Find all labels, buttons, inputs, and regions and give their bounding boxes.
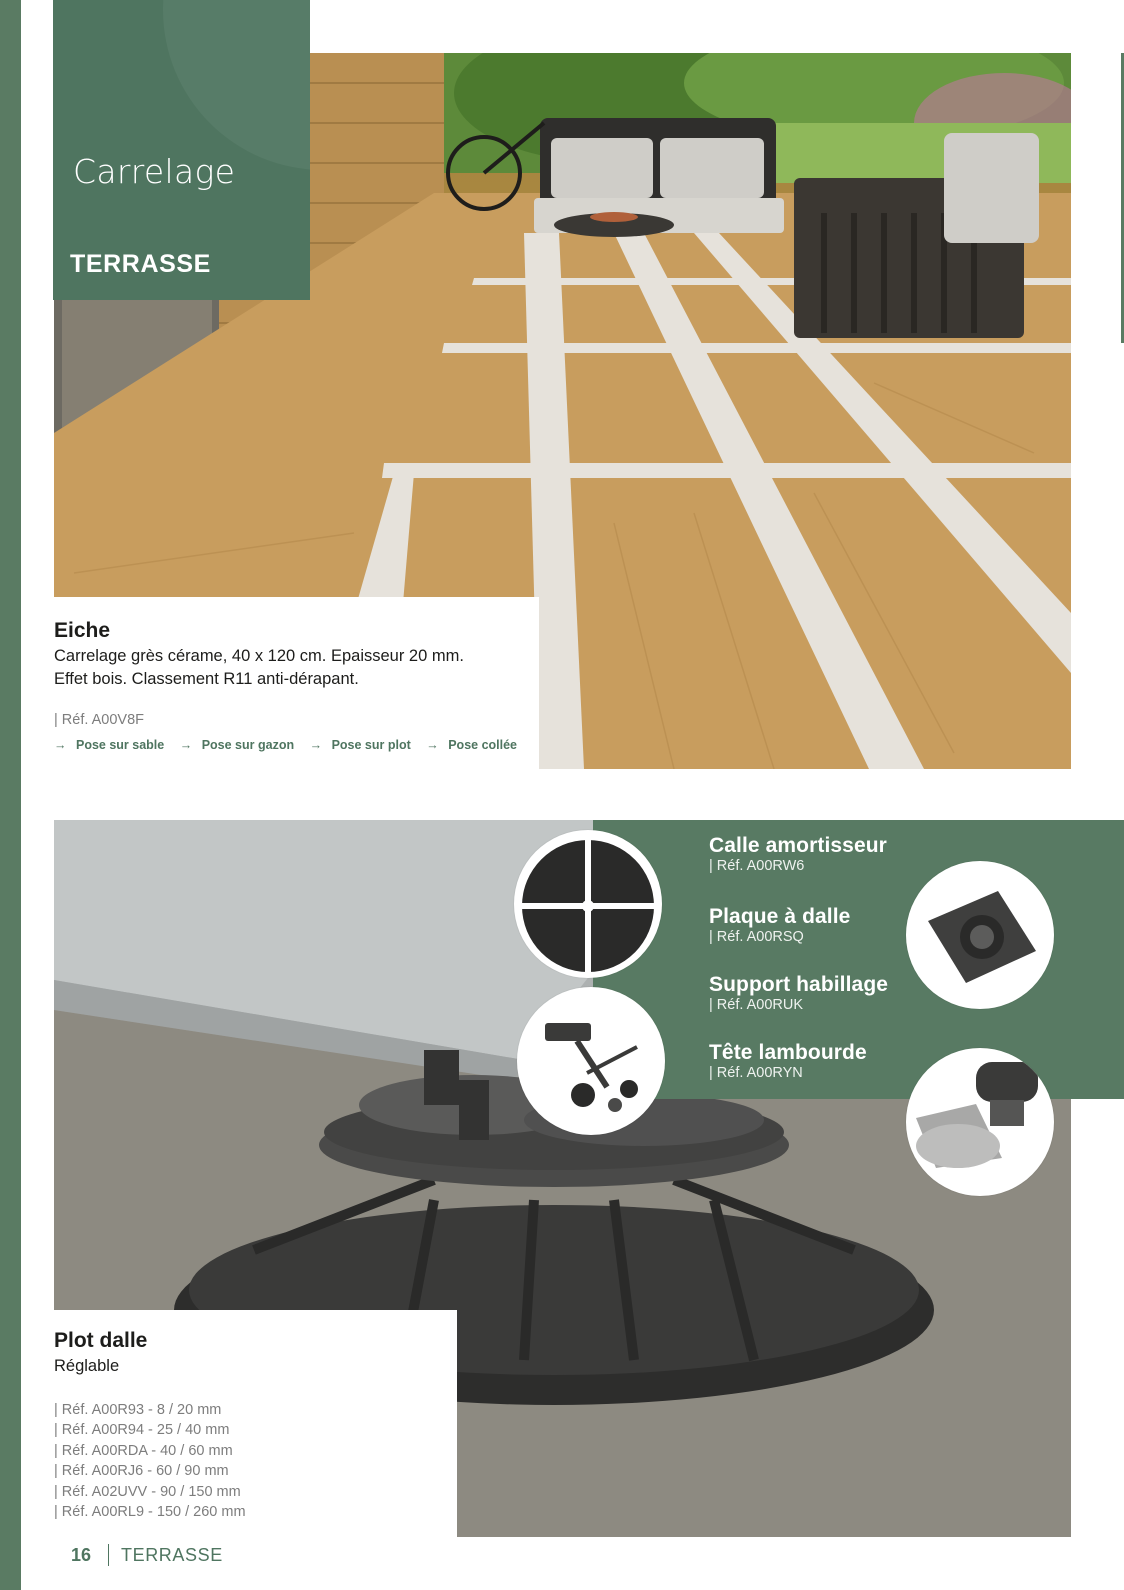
arrow-icon: →	[426, 738, 439, 752]
accessory-tete	[709, 1041, 867, 1081]
decorative-arc	[163, 0, 310, 170]
description-line-1: Carrelage grès cérame, 40 x 120 cm. Epaisseur 20 mm.	[54, 647, 464, 665]
ref-list	[54, 1400, 246, 1522]
ref-item: | Réf. A00RJ6 - 60 / 90 mm	[54, 1463, 229, 1480]
product-subtitle: Réglable	[54, 1357, 120, 1375]
pose-methods	[54, 738, 529, 752]
category-title: Carrelage	[73, 152, 236, 191]
arrow-icon: →	[54, 738, 67, 752]
accessory-ref: | Réf. A00RW6	[709, 858, 805, 874]
description-line-2: Effet bois. Classement R11 anti-dérapant.	[54, 670, 359, 688]
plot-dalle-caption	[21, 1310, 457, 1550]
ref-item: | Réf. A00RL9 - 150 / 260 mm	[54, 1504, 246, 1521]
cladding-support-icon	[517, 987, 665, 1135]
section-title: TERRASSE	[70, 250, 211, 278]
ref-item: | Réf. A00R93 - 8 / 20 mm	[54, 1402, 222, 1418]
product-ref: | Réf. A00V8F	[54, 712, 145, 728]
footer-section: TERRASSE	[121, 1545, 223, 1565]
accessory-ref: | Réf. A00RSQ	[709, 929, 804, 945]
eiche-caption	[21, 597, 539, 772]
accessory-calle	[709, 834, 887, 874]
product-description	[54, 645, 539, 691]
accessory-name: Support habillage	[709, 973, 889, 996]
pose-item: → Pose sur plot	[309, 738, 411, 752]
accessory-name: Plaque à dalle	[709, 905, 851, 928]
shim-pad-icon	[514, 830, 662, 978]
category-title-box	[53, 0, 310, 300]
accessory-support	[709, 973, 888, 1013]
product-name: Plot dalle	[54, 1329, 148, 1352]
pose-item: → Pose collée	[426, 738, 518, 752]
footer-divider	[108, 1544, 109, 1566]
slab-plate-icon	[906, 861, 1054, 1009]
arrow-icon: →	[309, 738, 323, 752]
accessory-ref: | Réf. A00RYN	[709, 1065, 803, 1081]
product-name: Eiche	[54, 619, 111, 642]
page-number: 16	[71, 1545, 92, 1565]
ref-item: | Réf. A02UVV - 90 / 150 mm	[54, 1483, 241, 1500]
accessory-name: Calle amortisseur	[709, 834, 887, 857]
pose-item: → Pose sur gazon	[179, 738, 295, 752]
ref-item: | Réf. A00RDA - 40 / 60 mm	[54, 1442, 233, 1459]
pose-item: → Pose sur sable	[54, 738, 165, 752]
arrow-icon: →	[179, 738, 193, 752]
joist-head-icon	[906, 1048, 1054, 1196]
accessory-ref: | Réf. A00RUK	[709, 997, 804, 1013]
accessory-name: Tête lambourde	[709, 1041, 867, 1064]
page-spine	[0, 0, 21, 1590]
accessory-plaque	[709, 905, 850, 945]
ref-item: | Réf. A00R94 - 25 / 40 mm	[54, 1422, 230, 1439]
